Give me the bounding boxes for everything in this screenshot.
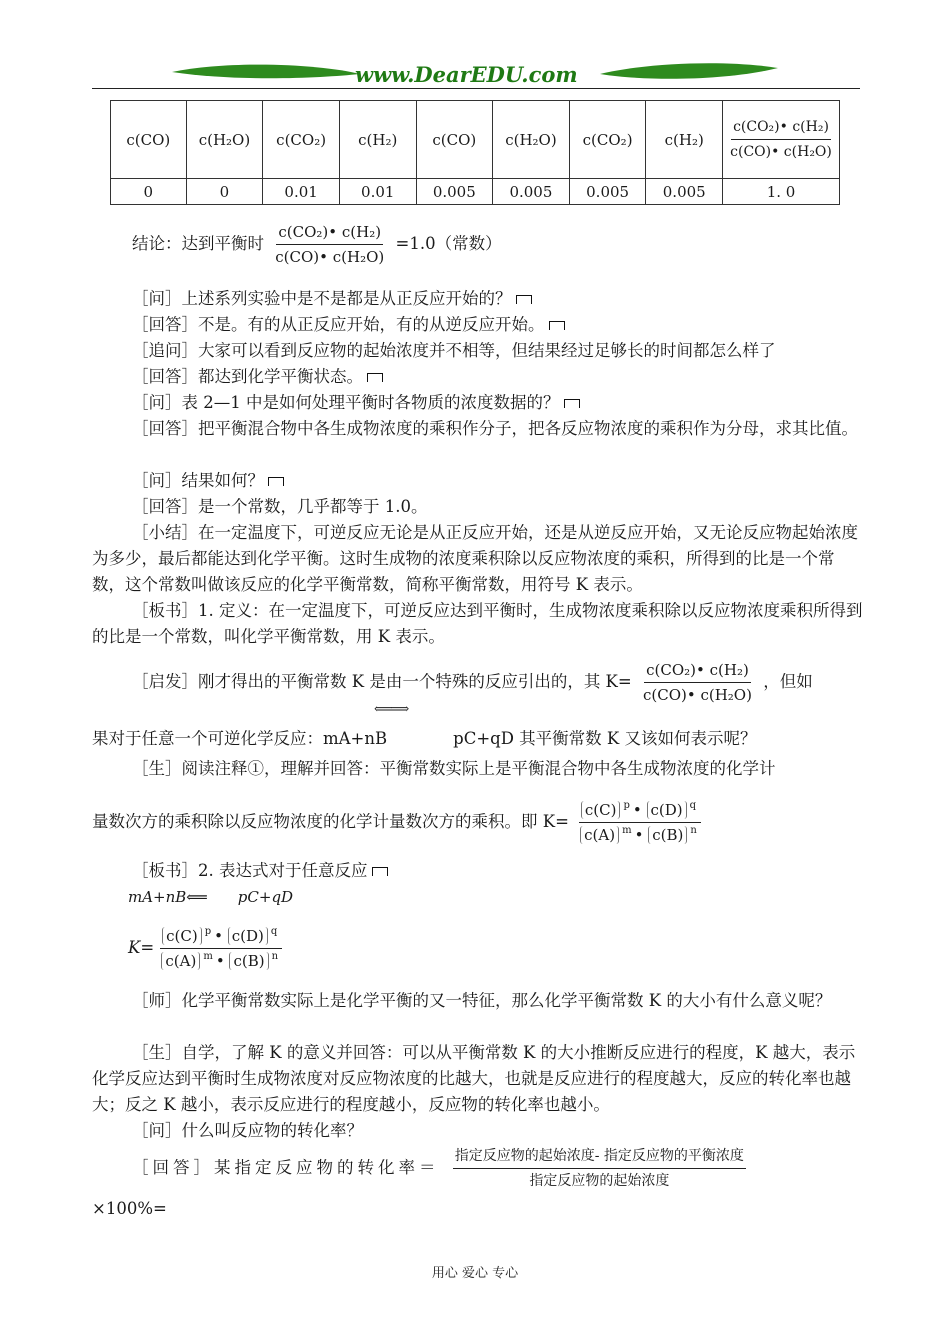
hint-line [132,660,813,705]
table-header-cell: c(H₂) [646,101,723,179]
conversion-numerator: 指定反应物的起始浓度- 指定反应物的平衡浓度 [453,1146,746,1169]
equilibrium-arrow-icon: ⟸⟹ [374,702,408,717]
answer-4: ［回答］是一个常数，几乎都等于 1.0。 [132,497,428,516]
table-cell: 0.01 [263,179,340,205]
answer-1: ［回答］不是。有的从正反应开始，有的从逆反应开始。 [132,312,565,338]
board-definition: ［板书］1. 定义：在一定温度下，可逆反应达到平衡时，生成物浓度乘积除以反应物浓度乘积所得到的比是一个常数，叫化学平衡常数，用 K 表示。 [92,601,863,646]
return-mark-icon [367,373,383,382]
question-3: ［问］表 2—1 中是如何处理平衡时各物质的浓度数据的？ [132,390,580,416]
return-mark-icon [516,295,532,304]
conclusion-prefix: 结论：达到平衡时 [132,234,264,253]
student-answer-2: ［生］自学，了解 K 的意义并回答：可以从平衡常数 K 的大小推断反应进行的程度，K 越大，表示化学反应达到平衡时生成物浓度对反应物浓度的比越大，也就是反应进行的程度越大，反应的转化率也越大；反之 K 越小，表示反应进行的程度越小，反应物的转化率也越小。 [92,1043,856,1114]
conclusion-line [132,222,502,267]
k-expression-inline: $\frac{c(C) ^p • c(D) ^q}{c(A) ^m • c(B) ^n}$ [578,800,702,845]
table-header-row [111,101,840,179]
table-header-ratio [723,101,840,179]
table-cell: 0 [186,179,263,205]
table-header-cell: c(CO₂) [569,101,646,179]
general-reaction: mA+nB⟸ pC+qD [128,888,294,906]
table-cell: 0.005 [416,179,493,205]
conversion-suffix: ×100%= [92,1199,167,1218]
ratio-denominator: c(CO)• c(H₂O) [730,144,832,160]
question-2: ［追问］大家可以看到反应物的起始浓度并不相等，但结果经过足够长的时间都怎么样了 [132,341,776,360]
answer-2: ［回答］都达到化学平衡状态。 [132,364,383,390]
hint-line-2: 果对于任意一个可逆化学反应：mA+nB pC+qD 其平衡常数 K 又该如何表示呢？ [92,729,757,748]
return-mark-icon [564,399,580,408]
student-answer-1a: ［生］阅读注释①，理解并回答：平衡常数实际上是平衡混合物中各生成物浓度的化学计 [132,759,776,778]
question-5: ［问］什么叫反应物的转化率？ [132,1121,363,1140]
table-header-cell: c(H₂) [339,101,416,179]
table-cell: 0.005 [646,179,723,205]
answer-3: ［回答］把平衡混合物中各生成物浓度的乘积作分子，把各反应物浓度的乘积作为分母，求其比值。 [132,419,858,438]
table-header-cell: c(CO₂) [263,101,340,179]
table-cell: 0.005 [493,179,570,205]
table-header-cell: c(CO) [111,101,187,179]
table-header-cell: c(H₂O) [493,101,570,179]
table-cell: 1. 0 [723,179,840,205]
table-header-cell: c(CO) [416,101,493,179]
table-cell: 0.005 [569,179,646,205]
teacher-question: ［师］化学平衡常数实际上是化学平衡的又一特征，那么化学平衡常数 K 的大小有什么意义呢？ [132,991,832,1010]
page-footer: 用心 爱心 专心 [431,1266,519,1281]
conversion-denominator: 指定反应物的起始浓度 [529,1173,670,1189]
summary-paragraph: ［小结］在一定温度下，可逆反应无论是从正反应开始，还是从逆反应开始，又无论反应物起始浓度为多少，最后都能达到化学平衡。这时生成物的浓度乘积除以反应物浓度的乘积，所得到的比是一个常数，这个常数叫做该反应的化学平衡常数，简称平衡常数，用符号 K 表示。 [92,523,858,594]
return-mark-icon [549,321,565,330]
site-logo: www.DearEDU.com [355,62,578,87]
return-mark-icon [372,867,388,876]
board-expression: ［板书］2. 表达式对于任意反应 [132,858,388,884]
table-header-cell: c(H₂O) [186,101,263,179]
question-1: ［问］上述系列实验中是不是都是从正反应开始的？ [132,286,532,312]
equilibrium-table [110,100,840,205]
conversion-prefix: ［回答］某指定反应物的转化率＝ [132,1158,440,1177]
table-cell: 0 [111,179,187,205]
header-rule [92,88,860,89]
hint-numerator: c(CO₂)• c(H₂) [644,660,751,683]
conclusion-suffix: =1.0（常数） [395,234,502,253]
conclusion-numerator: c(CO₂)• c(H₂) [276,222,383,245]
student-answer-1b: 量数次方的乘积除以反应物浓度的化学计量数次方的乘积。即 K= $\frac{c(C) ^p • c(D) ^q}{c(A) ^m • c(B) ^n}$ [92,800,706,845]
right-swoosh [600,63,778,79]
return-mark-icon [268,477,284,486]
left-swoosh [172,65,360,79]
hint-suffix: ，但如 [763,672,813,691]
table-cell: 0.01 [339,179,416,205]
question-4: ［问］结果如何？ [132,468,284,494]
table-row [111,179,840,205]
hint-prefix: ［启发］刚才得出的平衡常数 K 是由一个特殊的反应引出的，其 K= [132,672,632,691]
k-expression-block: K= $\frac{c(C) ^p • c(D) ^q}{c(A) ^m • c(B) ^n}$ [128,926,287,971]
ratio-numerator: c(CO₂)• c(H₂) [731,117,831,140]
conversion-rate-line [132,1146,750,1191]
hint-denominator: c(CO)• c(H₂O) [642,686,752,704]
conclusion-denominator: c(CO)• c(H₂O) [275,248,385,266]
